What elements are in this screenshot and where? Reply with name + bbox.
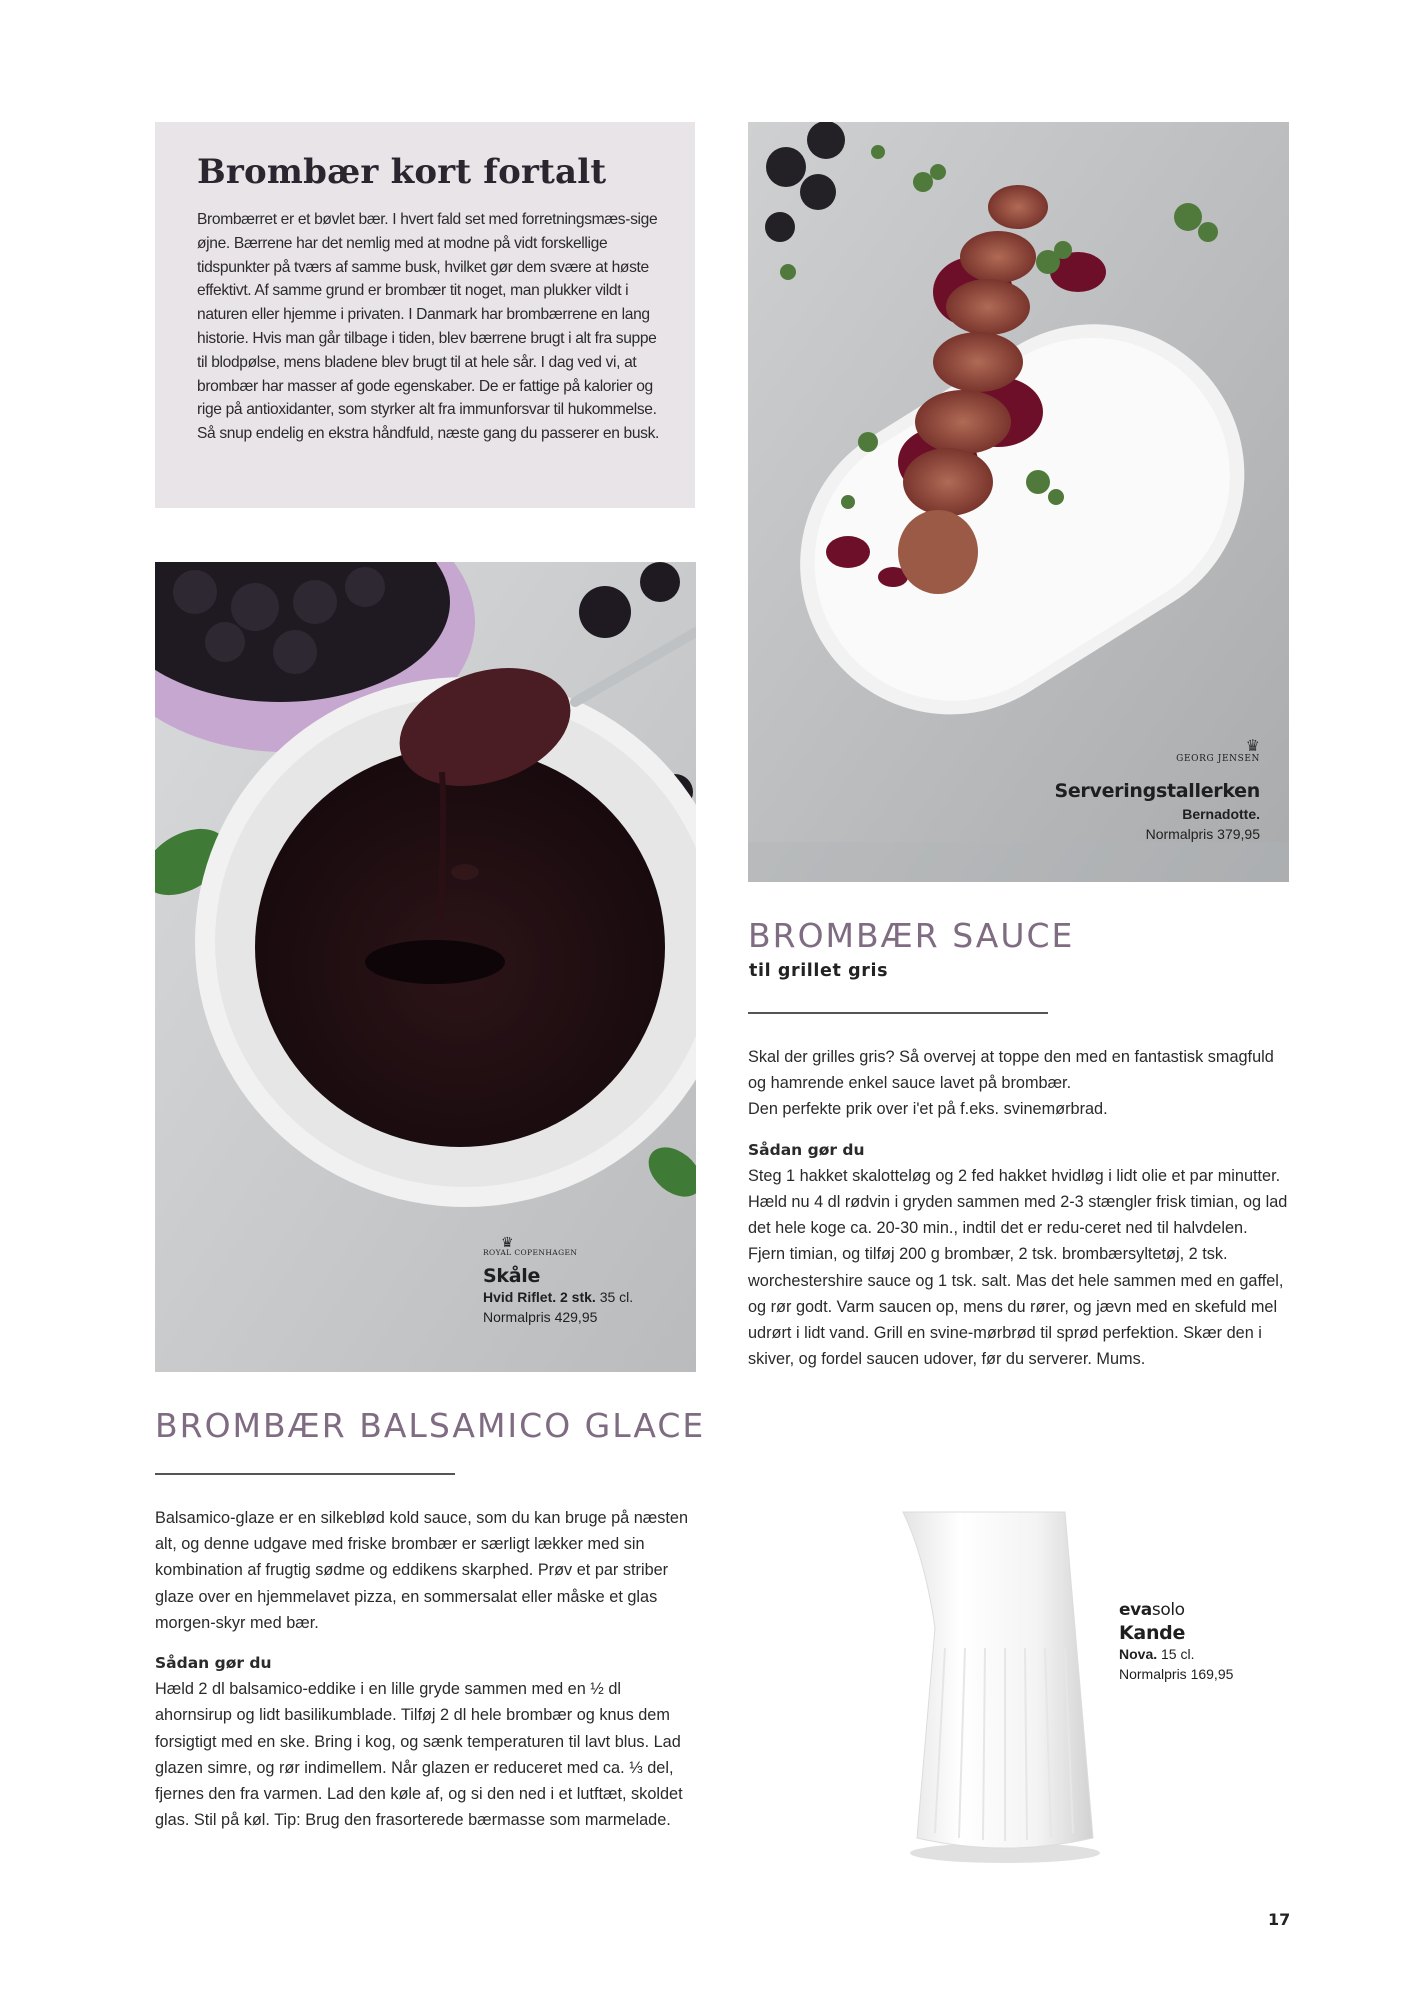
sauce-how-label: Sådan gør du: [748, 1140, 865, 1159]
bowl-product-variant: Hvid Riflet. 2 stk.: [483, 1289, 596, 1305]
jug-product-name: Kande: [1119, 1622, 1186, 1644]
jug-product-variant: Nova.: [1119, 1646, 1158, 1662]
page-number: 17: [1268, 1910, 1291, 1929]
sauce-divider: [748, 1012, 1048, 1014]
glace-intro: Balsamico-glaze er en silkeblød kold sauce, som du kan bruge på næsten alt, og denne udgave med friske brombær er særligt lækker med sin kombination af frugtig sødme og eddikens skarphed. Prøv et par striber glaze over en hjemmelavet pizza, en sommersalat eller måske et glas morgen-skyr med bær.: [155, 1509, 689, 1632]
glace-recipe-body: [155, 1505, 700, 1833]
plate-product-name: Serveringstallerken: [1054, 780, 1260, 802]
jug-brand: evasolo: [1119, 1600, 1185, 1620]
sauce-recipe-title: BROMBÆR SAUCE: [748, 916, 1075, 955]
glace-how-label: Sådan gør du: [155, 1654, 272, 1673]
glace-method: Hæld 2 dl balsamico-eddike i en lille gryde sammen med en ½ dl ahornsirup og lidt basilikumblade. Tilføj 2 dl hele brombær og knus dem forsigtigt med en ske. Bring i kog, og sænk temperaturen til lavt blus. Lad glazen simre, og rør indimellem. Når glazen er reduceret med ca. ⅓ del, fjernes den fra varmen. Lad den køle af, og si den ned i et lutftæt, skoldet glas. Stil på køl. Tip: Brug den frasorterede bærmasse som marmelade.: [155, 1680, 683, 1830]
plate-caption: [1000, 740, 1260, 844]
glace-divider: [155, 1473, 455, 1475]
plate-product-price: Normalpris 379,95: [1145, 826, 1260, 842]
plate-brand: GEORG JENSEN: [1176, 754, 1260, 764]
crown-icon: ♛: [1245, 738, 1260, 755]
sauce-intro-2: Den perfekte prik over i'et på f.eks. svinemørbrad.: [748, 1100, 1108, 1119]
bowl-product-size: 35 cl.: [599, 1289, 634, 1305]
info-box-text: Brombærret er et bøvlet bær. I hvert fald set med forretningsmæs-sige øjne. Bærrene har det nemlig med at modne på vidt forskellige tidspunkter på tværs af samme busk, hvilket gør dem svære at høste effektivt. Af samme grund er brombær tit noget, man plukker vildt i naturen eller hjemme i privaten. I Danmark har brombærrene en lang historie. Hvis man går tilbage i tiden, blev bærrene brugt i alt fra suppe til blodpølse, mens bladene blev brugt til at hele sår. I dag ved vi, at brombær har masser af gode egenskaber. De er fattige på kalorier og rige på antioxidanter, som styrker alt fra immunforsvar til hukommelse. Så snup endelig en ekstra håndfuld, næste gang du passerer en busk.: [197, 211, 660, 443]
bowl-caption: [483, 1236, 703, 1327]
jug-product-size: 15 cl.: [1161, 1646, 1195, 1662]
bowl-product-name: Skåle: [483, 1265, 541, 1287]
sauce-method: Steg 1 hakket skalotteløg og 2 fed hakket hvidløg i lidt olie et par minutter. Hæld nu 4 dl rødvin i gryden sammen med 2-3 stængler frisk timian, og lad det hele koge ca. 20-30 min., indtil det er redu-ceret ned til halvdelen. Fjern timian, og tilføj 200 g brombær, 2 tsk. brombærsyltetøj, 2 tsk. worchestershire sauce og 1 tsk. salt. Mas det hele sammen med en gaffel, og rør godt. Varm saucen op, mens du rører, og jævn med en skefuld mel udrørt i lidt vand. Grill en svine-mørbrød til sprød perfektion. Skær den i skiver, og fordel saucen udover, før du serverer. Mums.: [748, 1166, 1288, 1369]
glace-recipe-title: BROMBÆR BALSAMICO GLACE: [155, 1406, 706, 1445]
bowl-brand: ROYAL COPENHAGEN: [483, 1248, 578, 1257]
jug-caption: [1119, 1600, 1299, 1684]
sauce-recipe-body: [748, 1044, 1288, 1372]
bowl-product-price: Normalpris 429,95: [483, 1309, 598, 1325]
plate-product-variant: Bernadotte.: [1182, 806, 1260, 822]
jug-photo: [895, 1508, 1115, 1868]
info-box-title: Brombær kort fortalt: [197, 152, 607, 192]
sauce-intro: Skal der grilles gris? Så overvej at toppe den med en fantastisk smagfuld og hamrende enkel sauce lavet på brombær.: [748, 1048, 1274, 1093]
info-box: [155, 122, 695, 508]
sauce-recipe-subtitle: til grillet gris: [749, 961, 889, 981]
jug-product-price: Normalpris 169,95: [1119, 1666, 1234, 1682]
crown-icon: ♛: [501, 1234, 514, 1250]
